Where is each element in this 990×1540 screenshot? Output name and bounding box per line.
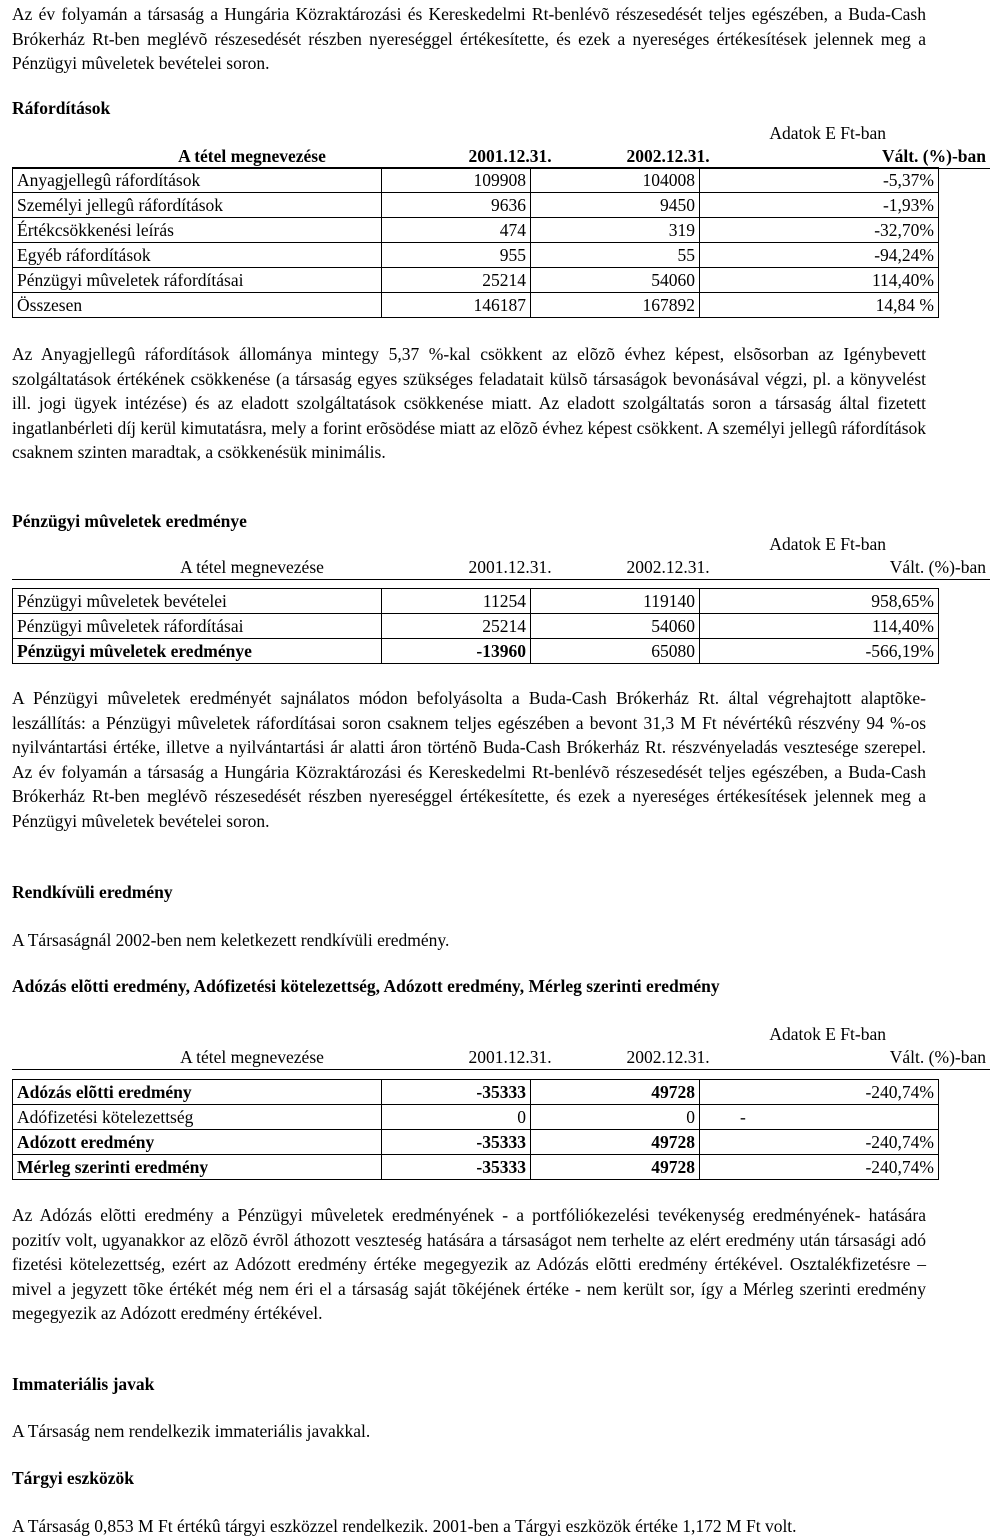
intro-paragraph: Az év folyamán a társaság a Hungária Közraktározási és Kereskedelmi Rt-benlévõ részesedését teljes egészében, a Buda-Cash Brókerház Rt-ben meglévõ részesedését részben nyereséggel értékesítette, és ezek a nyereséges értékesítések jelennek meg a Pénzügyi mûveletek bevételei soron.: [12, 4, 926, 73]
cell-change: -5,37%: [700, 168, 939, 193]
cell-2001: -35333: [382, 1155, 531, 1180]
table-penzugyi-body: [12, 588, 939, 664]
cell-2001: -35333: [382, 1130, 531, 1155]
unit-note: Adatok E Ft-ban: [769, 1024, 886, 1044]
cell-change: -566,19%: [700, 639, 939, 664]
unit-note: Adatok E Ft-ban: [769, 123, 886, 143]
cell-2002: 319: [531, 218, 700, 243]
cell-2002: 9450: [531, 193, 700, 218]
cell-2001: 9636: [382, 193, 531, 218]
cell-name: Adózás elõtti eredmény: [13, 1080, 382, 1105]
cell-2001: 955: [382, 243, 531, 268]
table-row: [13, 193, 939, 218]
col-header-change: Vált. (%)-ban: [752, 555, 990, 580]
section-heading-penzugyi: Pénzügyi mûveletek eredménye: [12, 511, 247, 531]
table-penzugyi-header: [12, 555, 990, 580]
cell-2001: 474: [382, 218, 531, 243]
table-row: [13, 168, 939, 193]
cell-2001: 109908: [382, 168, 531, 193]
cell-2001: 25214: [382, 268, 531, 293]
cell-change: -1,93%: [700, 193, 939, 218]
cell-change: 114,40%: [700, 268, 939, 293]
col-header-2002: 2002.12.31.: [584, 144, 752, 169]
section-heading-raforditasok: Ráfordítások: [12, 98, 111, 118]
cell-change: -32,70%: [700, 218, 939, 243]
col-header-name: A tétel megnevezése: [12, 1045, 436, 1070]
cell-2001: 25214: [382, 614, 531, 639]
table-adozas-header: [12, 1045, 990, 1070]
cell-2002: 65080: [531, 639, 700, 664]
table-row: [13, 243, 939, 268]
cell-name: Mérleg szerinti eredmény: [13, 1155, 382, 1180]
table-row: [13, 1080, 939, 1105]
col-header-2001: 2001.12.31.: [436, 1045, 584, 1070]
table-raforditasok: [12, 144, 990, 169]
section-heading-rendkivuli: Rendkívüli eredmény: [12, 882, 173, 902]
cell-change: -240,74%: [700, 1155, 939, 1180]
table-row-total: [13, 293, 939, 318]
col-header-name: A tétel megnevezése: [12, 144, 436, 169]
cell-name: Pénzügyi mûveletek bevételei: [13, 589, 382, 614]
col-header-2002: 2002.12.31.: [584, 555, 752, 580]
table-row: [13, 1155, 939, 1180]
cell-2001: 0: [382, 1105, 531, 1130]
col-header-2001: 2001.12.31.: [436, 555, 584, 580]
cell-2001: -35333: [382, 1080, 531, 1105]
table-header-row: [12, 144, 990, 169]
cell-2002: 167892: [531, 293, 700, 318]
cell-change: -94,24%: [700, 243, 939, 268]
cell-2002: 49728: [531, 1080, 700, 1105]
paragraph-immaterialis: A Társaság nem rendelkezik immateriális javakkal.: [12, 1421, 371, 1441]
cell-name: Anyagjellegû ráfordítások: [13, 168, 382, 193]
section-heading-immaterialis: Immateriális javak: [12, 1374, 155, 1394]
table-header-row: [12, 1045, 990, 1070]
cell-name: Személyi jellegû ráfordítások: [13, 193, 382, 218]
col-header-2001: 2001.12.31.: [436, 144, 584, 169]
table-row-result: [13, 639, 939, 664]
cell-change: -240,74%: [700, 1080, 939, 1105]
cell-change: 14,84 %: [700, 293, 939, 318]
cell-name: Értékcsökkenési leírás: [13, 218, 382, 243]
cell-name: Pénzügyi mûveletek ráfordításai: [13, 268, 382, 293]
unit-note: Adatok E Ft-ban: [769, 534, 886, 554]
col-header-name: A tétel megnevezése: [12, 555, 436, 580]
cell-2002: 54060: [531, 268, 700, 293]
cell-name: Adózott eredmény: [13, 1130, 382, 1155]
section-heading-targyi: Tárgyi eszközök: [12, 1468, 135, 1488]
cell-2002: 0: [531, 1105, 700, 1130]
paragraph-rendkivuli: A Társaságnál 2002-ben nem keletkezett rendkívüli eredmény.: [12, 930, 450, 950]
cell-2002: 55: [531, 243, 700, 268]
table-header-row: [12, 555, 990, 580]
col-header-change: Vált. (%)-ban: [752, 1045, 990, 1070]
col-header-2002: 2002.12.31.: [584, 1045, 752, 1070]
cell-2002: 104008: [531, 168, 700, 193]
section-heading-adozas: Adózás elõtti eredmény, Adófizetési kötelezettség, Adózott eredmény, Mérleg szerinti eredmény: [12, 976, 720, 996]
cell-2002: 49728: [531, 1130, 700, 1155]
cell-name: Adófizetési kötelezettség: [13, 1105, 382, 1130]
cell-name: Egyéb ráfordítások: [13, 243, 382, 268]
cell-2001: 146187: [382, 293, 531, 318]
paragraph-targyi: A Társaság 0,853 M Ft értékû tárgyi eszközzel rendelkezik. 2001-ben a Tárgyi eszközök értéke 1,172 M Ft volt.: [12, 1516, 797, 1536]
table-row: [13, 218, 939, 243]
cell-name: Pénzügyi mûveletek eredménye: [13, 639, 382, 664]
cell-change: -: [700, 1105, 939, 1130]
cell-2001: -13960: [382, 639, 531, 664]
paragraph-penzugyi: A Pénzügyi mûveletek eredményét sajnálatos módon befolyásolta a Buda-Cash Brókerház Rt. által végrehajtott alaptõke-leszállítás: a Pénzügyi mûveletek ráfordításai soron csaknem teljes egészében a bevont 31,3 M Ft névértékû részvény 94 %-os nyilvántartási értéke, illetve a nyilvántartási ár alatti áron történõ Buda-Cash Brókerház Rt. részvényeladás vesztesége szerepel. Az év folyamán a társaság a Hungária Közraktározási és Kereskedelmi Rt-benlévõ részesedését teljes egészében, a Buda-Cash Brókerház Rt-ben meglévõ részesedését részben nyereséggel értékesítette, és ezek a nyereséges értékesítések jelennek meg a Pénzügyi mûveletek bevételei soron.: [12, 688, 926, 831]
table-row: [13, 268, 939, 293]
cell-change: 114,40%: [700, 614, 939, 639]
paragraph-adozas: Az Adózás elõtti eredmény a Pénzügyi mûveletek eredményének - a portfóliókezelési tevékenység eredményének- hatására pozitív volt, ugyanakkor az elõzõ évrõl áthozott veszteség hatására a társaságot nem terhelte az elért eredmény után társasági adó fizetési kötelezettség, ezért az Adózott eredmény értéke megegyezik az Adózás elõtti eredmény értékével. Osztalékfizetésre – mivel a jegyzett tõke értékét még nem éri el a társaság saját tõkéjének értéke - nem került sor, így a Mérleg szerinti eredmény megegyezik az Adózott eredmény értékével.: [12, 1205, 926, 1323]
cell-2002: 49728: [531, 1155, 700, 1180]
table-raforditasok-body: [12, 167, 939, 318]
table-adozas-body: [12, 1079, 939, 1180]
cell-name: Összesen: [13, 293, 382, 318]
table-row: [13, 614, 939, 639]
cell-2001: 11254: [382, 589, 531, 614]
paragraph-raforditasok: Az Anyagjellegû ráfordítások állománya mintegy 5,37 %-kal csökkent az elõzõ évhez képest, elsõsorban az Igénybevett szolgáltatások értékének csökkenése (a társaság egyes szükséges feladatait külsõ társaságok bevonásával végzi, pl. a könyvelést ill. jogi ügyek intézése) és az eladott szolgáltatások csökkenése miatt. Az eladott szolgáltatás soron a társaság által fizetett ingatlanbérleti díj kerül kimutatásra, mely a forint erõsödése miatt az elõzõ évhez képest csökkent. A személyi jellegû ráfordítások csaknem szinten maradtak, a csökkenésük minimális.: [12, 344, 926, 462]
cell-change: 958,65%: [700, 589, 939, 614]
cell-change: -240,74%: [700, 1130, 939, 1155]
table-row: [13, 1130, 939, 1155]
table-row: [13, 589, 939, 614]
cell-2002: 119140: [531, 589, 700, 614]
table-row: [13, 1105, 939, 1130]
cell-2002: 54060: [531, 614, 700, 639]
col-header-change: Vált. (%)-ban: [752, 144, 990, 169]
cell-name: Pénzügyi mûveletek ráfordításai: [13, 614, 382, 639]
